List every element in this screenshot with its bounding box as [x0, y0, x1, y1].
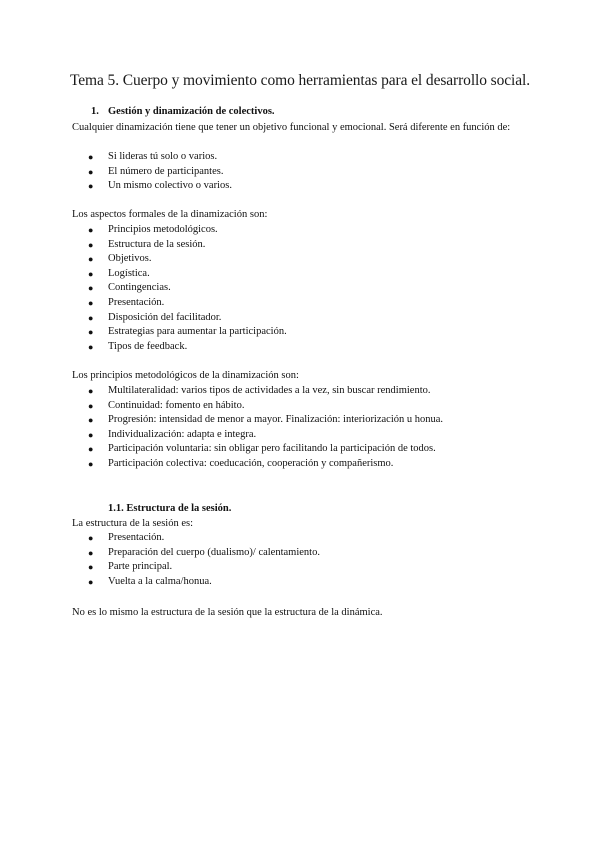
closing-paragraph: No es lo mismo la estructura de la sesión que la estructura de la dinámica.: [72, 607, 383, 618]
list-item: ● Logística.: [88, 267, 287, 282]
list-item: ● Multilateralidad: varios tipos de actividades a la vez, sin buscar rendimiento.: [88, 384, 443, 399]
list-item: ● Si lideras tú solo o varios.: [88, 150, 232, 165]
section-1-heading: [91, 106, 275, 117]
section-1-1-heading: 1.1. Estructura de la sesión.: [108, 503, 232, 514]
bullet-icon: ●: [88, 400, 94, 411]
bullet-icon: ●: [88, 576, 94, 587]
list-item: ● Continuidad: fomento en hábito.: [88, 399, 443, 414]
bullet-icon: ●: [88, 239, 94, 250]
list-item: ● Presentación.: [88, 296, 287, 311]
bullet-icon: ●: [88, 327, 94, 338]
list-item: ● Progresión: intensidad de menor a mayor. Finalización: interiorización u honua.: [88, 413, 443, 428]
list-item: ● Participación voluntaria: sin obligar pero facilitando la participación de todos.: [88, 442, 443, 457]
session-structure-intro: La estructura de la sesión es:: [72, 518, 193, 529]
bullet-icon: ●: [88, 225, 94, 235]
bullet-icon: ●: [88, 444, 94, 455]
list-item: ● Tipos de feedback.: [88, 340, 287, 355]
bullet-icon: ●: [88, 181, 94, 192]
list-item: ● Principios metodológicos.: [88, 223, 287, 238]
list-item: ● Contingencias.: [88, 281, 287, 296]
list-item: ● Un mismo colectivo o varios.: [88, 179, 232, 194]
list-item: ● Estructura de la sesión.: [88, 238, 287, 253]
bullet-icon: ●: [88, 547, 94, 558]
list-item: ● Objetivos.: [88, 252, 287, 267]
list-item: ● Parte principal.: [88, 560, 320, 575]
bullet-icon: ●: [88, 312, 94, 323]
bullet-icon: ●: [88, 429, 94, 440]
session-structure-list: [88, 531, 320, 589]
section-1-heading-text: Gestión y dinamización de colectivos.: [108, 106, 275, 117]
section-1-number: 1.: [91, 106, 99, 117]
list-item: ● Participación colectiva: coeducación, cooperación y compañerismo.: [88, 457, 443, 472]
bullet-icon: ●: [88, 341, 94, 352]
list-item: ● Presentación.: [88, 531, 320, 546]
list-item: ● Vuelta a la calma/honua.: [88, 575, 320, 590]
bullet-icon: ●: [88, 386, 94, 396]
bullet-icon: ●: [88, 268, 94, 279]
list-item: ● Preparación del cuerpo (dualismo)/ calentamiento.: [88, 546, 320, 561]
bullet-icon: ●: [88, 415, 94, 426]
bullet-icon: ●: [88, 283, 94, 294]
list-item: ● Estrategias para aumentar la participación.: [88, 325, 287, 340]
bullet-icon: ●: [88, 166, 94, 177]
document-title: Tema 5. Cuerpo y movimiento como herramientas para el desarrollo social.: [69, 72, 530, 89]
list-item: ● Disposición del facilitador.: [88, 311, 287, 326]
bullet-icon: ●: [88, 254, 94, 265]
list-item: ● Individualización: adapta e integra.: [88, 428, 443, 443]
principles-list: [88, 384, 443, 472]
list-item: ● El número de participantes.: [88, 165, 232, 180]
bullet-icon: ●: [88, 152, 94, 162]
bullet-icon: ●: [88, 562, 94, 573]
bullet-icon: ●: [88, 533, 94, 543]
participants-list: [88, 150, 232, 194]
aspects-list: [88, 223, 287, 354]
aspects-intro: Los aspectos formales de la dinamización son:: [72, 209, 268, 220]
section-1-intro: Cualquier dinamización tiene que tener un objetivo funcional y emocional. Será diferente en función de:: [72, 122, 511, 133]
bullet-icon: ●: [88, 297, 94, 308]
bullet-icon: ●: [88, 458, 94, 469]
principles-intro: Los principios metodológicos de la dinamización son:: [72, 370, 299, 381]
